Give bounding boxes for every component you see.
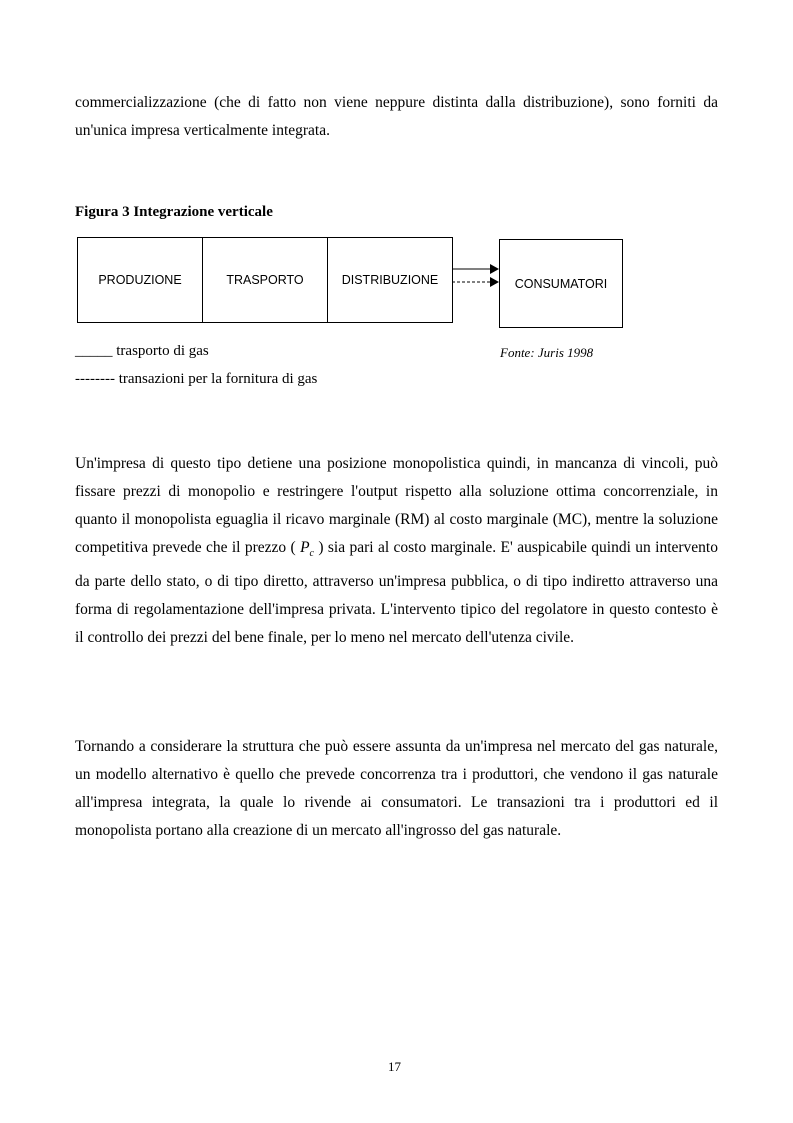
- dashed-arrow-head: [490, 277, 499, 287]
- box-consumatori: [499, 239, 623, 328]
- box-trasporto: [202, 237, 328, 323]
- intro-paragraph: commercializzazione (che di fatto non viene neppure distinta dalla distribuzione), sono forniti da un'unica impresa verticalmente integrata.: [75, 94, 718, 139]
- alternative-paragraph: Tornando a considerare la struttura che può essere assunta da un'impresa nel mercato del gas naturale, un modello alternativo è quello che prevede concorrenza tra i produttori, che vendono il gas naturale all'impresa integrata, la quale lo rivende ai consumatori. Le transazioni tra i produttori ed il monopolista portano alla creazione di un mercato all'ingrosso del gas naturale.: [75, 738, 718, 839]
- legend-dashed: -------- transazioni per la fornitura di gas: [75, 371, 318, 387]
- monopoly-paragraph: [75, 450, 718, 652]
- figure-source: Fonte: Juris 1998: [500, 345, 594, 360]
- box-distribuzione: [327, 237, 453, 323]
- box-produzione-label: PRODUZIONE: [98, 273, 182, 287]
- price-symbol-subscript: c: [309, 548, 314, 560]
- legend-solid: _____ trasporto di gas: [75, 343, 209, 359]
- flow-arrows: [450, 258, 502, 292]
- monopoly-text-a: Un'impresa di questo tipo detiene una posizione monopolistica quindi, in mancanza di vincoli, può fissare prezzi di monopolio e restringere l'output rispetto alla soluzione ottima concorrenziale, in quanto il monopolista eguaglia il ricavo marginale (RM) al costo marginale (MC), mentre la soluzione competitiva prevede che il prezzo (: [75, 455, 718, 556]
- box-trasporto-label: TRASPORTO: [226, 273, 304, 287]
- price-symbol: [300, 539, 314, 560]
- figure-title: Figura 3 Integrazione verticale: [75, 204, 273, 220]
- price-symbol-letter: P: [300, 539, 310, 556]
- box-distribuzione-label: DISTRIBUZIONE: [341, 273, 439, 287]
- page-number: 17: [388, 1059, 401, 1074]
- monopoly-text-b: ) sia pari al costo marginale. E' auspicabile quindi un intervento da parte dello stato, o di tipo diretto, attraverso un'impresa pubblica, o di tipo indiretto attraverso una forma di regolamentazione dell'impresa privata. L'intervento tipico del regolatore in questo contesto è il controllo dei prezzi del bene finale, per lo meno nel mercato dell'utenza civile.: [75, 539, 718, 647]
- box-consumatori-label: CONSUMATORI: [514, 276, 608, 291]
- solid-arrow-head: [490, 264, 499, 274]
- box-produzione: [77, 237, 203, 323]
